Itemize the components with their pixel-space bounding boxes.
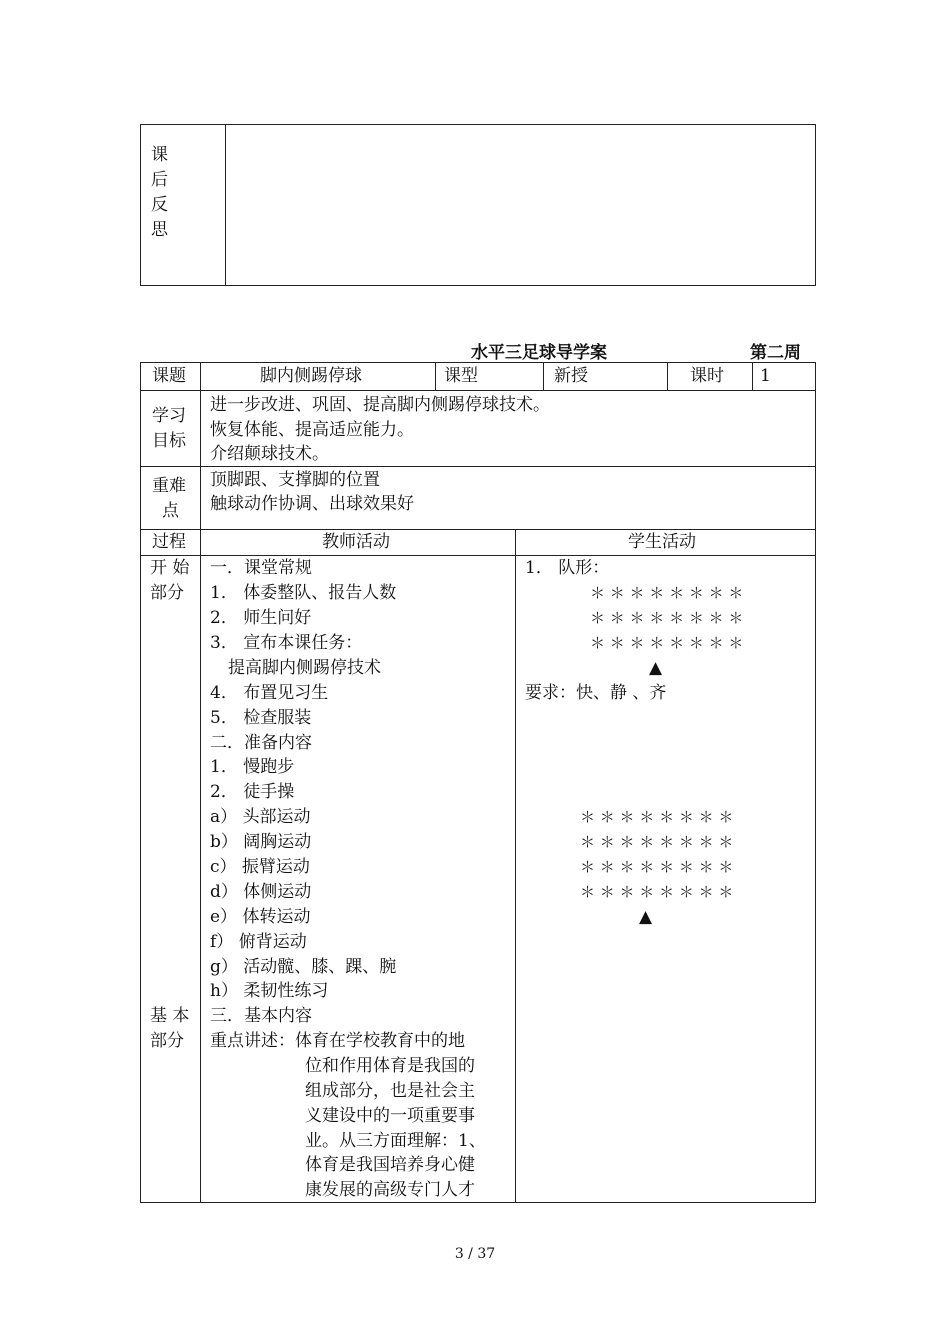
phase-start: 开 始 [150,558,190,578]
reflection-label-char: 后 [151,170,168,190]
teacher-line: 4． 布置见习生 [210,683,329,703]
hours-value: 1 [760,366,771,386]
page-number: 3 / 37 [454,1246,496,1262]
col-divider [543,362,544,390]
teacher-line: d） 体侧运动 [210,882,312,902]
teacher-header: 教师活动 [322,532,390,552]
reflection-label [151,143,171,243]
teacher-line: g） 活动髋、膝、踝、腕 [210,957,397,977]
teacher-line: 业。从三方面理解：1、 [305,1131,486,1151]
teacher-line: 提高脚内侧踢停技术 [228,658,381,678]
teacher-line: 义建设中的一项重要事 [305,1106,475,1126]
formation-row: ＊ ＊ ＊ ＊ ＊ ＊ ＊ ＊ [590,584,744,602]
objective-line: 恢复体能、提高适应能力。 [210,420,414,440]
objectives-label: 学习 [152,406,186,426]
difficulty-line: 顶脚跟、支撑脚的位置 [210,470,380,490]
teacher-line: 三．基本内容 [210,1006,312,1026]
teacher-line: c） 振臂运动 [210,857,310,877]
teacher-line: 体育是我国培养身心健 [305,1155,475,1175]
reflection-label-char: 课 [151,145,168,165]
teacher-line: 3． 宣布本课任务： [210,633,363,653]
teacher-line: 1． 体委整队、报告人数 [210,583,397,603]
teacher-line: 5． 检查服装 [210,708,312,728]
difficulty-label: 重难 [152,476,186,496]
topic-value: 脚内侧踢停球 [260,366,362,386]
difficulty-label: 点 [162,501,179,521]
topic-label: 课题 [152,366,186,386]
type-label: 课型 [444,366,478,386]
reflection-box [140,124,816,286]
reflection-label-char: 反 [151,195,168,215]
formation-row: ＊ ＊ ＊ ＊ ＊ ＊ ＊ ＊ [590,609,744,627]
phase-start: 部分 [150,583,184,603]
teacher-line: 一．课堂常规 [210,558,312,578]
col-divider [435,362,436,390]
week-label: 第二周 [750,343,801,363]
student-header: 学生活动 [628,532,696,552]
reflection-divider [225,125,226,285]
row-divider [140,390,816,391]
col-divider [200,362,201,1203]
formation-row: ＊ ＊ ＊ ＊ ＊ ＊ ＊ ＊ [580,858,734,876]
objective-line: 介绍颠球技术。 [210,444,329,464]
objectives-label: 目标 [152,431,186,451]
doc-title: 水平三足球导学案 [471,343,607,363]
phase-basic: 部分 [150,1031,184,1051]
teacher-line: 组成部分，也是社会主 [305,1081,475,1101]
difficulty-line: 触球动作协调、出球效果好 [210,494,414,514]
teacher-line: 位和作用体育是我国的 [305,1056,475,1076]
teacher-position-icon: ▲ [649,658,663,678]
teacher-line: h） 柔韧性练习 [210,981,329,1001]
objective-line: 进一步改进、巩固、提高脚内侧踢停球技术。 [210,395,550,415]
formation-row: ＊ ＊ ＊ ＊ ＊ ＊ ＊ ＊ [580,833,734,851]
col-divider [515,529,516,1203]
hours-label: 课时 [690,366,724,386]
teacher-position-icon: ▲ [639,907,653,927]
col-divider [752,362,753,390]
teacher-line: a） 头部运动 [210,807,311,827]
teacher-line: 重点讲述：体育在学校教育中的地 [210,1031,465,1051]
col-divider [667,362,668,390]
formation-label: 1． 队形： [525,558,610,578]
requirement-text: 要求：快、静 、齐 [525,683,667,703]
teacher-line: 二．准备内容 [210,733,312,753]
phase-basic: 基 本 [150,1006,190,1026]
formation-row: ＊ ＊ ＊ ＊ ＊ ＊ ＊ ＊ [580,883,734,901]
teacher-line: 康发展的高级专门人才 [305,1180,475,1200]
process-header: 过程 [152,532,186,552]
teacher-line: 1． 慢跑步 [210,757,295,777]
row-divider [140,529,816,530]
teacher-line: b） 阔胸运动 [210,832,312,852]
reflection-label-char: 思 [151,220,168,240]
teacher-line: f） 俯背运动 [210,932,307,952]
type-value: 新授 [554,366,588,386]
teacher-line: 2． 师生问好 [210,608,312,628]
formation-row: ＊ ＊ ＊ ＊ ＊ ＊ ＊ ＊ [580,808,734,826]
formation-row: ＊ ＊ ＊ ＊ ＊ ＊ ＊ ＊ [590,634,744,652]
teacher-line: e） 体转运动 [210,907,311,927]
teacher-line: 2． 徒手操 [210,782,295,802]
